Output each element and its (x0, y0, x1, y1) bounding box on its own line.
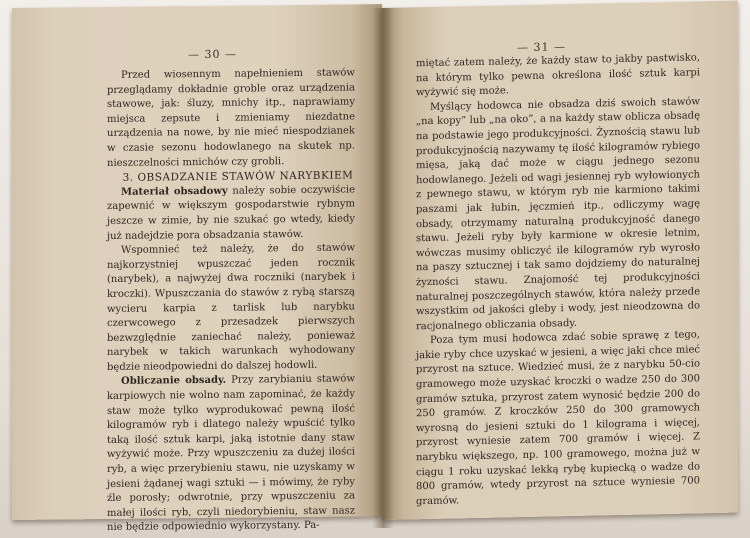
intro-paragraph: Przed wiosennym napełnieniem stawów przeglądamy dokładnie groble oraz urządzenia stawowe, jak: śluzy, mnichy itp., naprawiamy miejsca zepsute i zmieniamy niezdatne urządzenia na nowe, by nie mieć niespodzianek w czasie sezonu hodowlanego na skutek np. nieszczelności mnichów czy grobli. (107, 67, 355, 169)
material-text: należy sobie oczywiście zapewnić w większym gospodarstwie rybnym jeszcze w zimie, by nie szukać go wtedy, kiedy już nadejdzie pora obsadzania stawów. (107, 184, 355, 242)
left-page-text (107, 66, 355, 536)
right-page (382, 1, 738, 520)
left-page (12, 4, 382, 534)
material-term: Materiał obsadowy (121, 185, 228, 198)
calc-text: Przy zarybianiu stawów karpiowych nie wolno nam zapominać, że każdy staw może tylko wyprodukować pewną ilość kilogramów ryb i dlatego należy wpuścić tylko taką ilość sztuk karpi, jaką istotnie dany staw wyżywić może. Przy wpuszczeniu za dużej ilości ryb, a więc przerybieniu stawu, nie uzyskamy w jesieni żądanej wagi sztuki — i mówimy, że ryby źle porosły; odwrotnie, przy wpuszczeniu za małej ilości ryb, czyli niedorybieniu, staw nasz nie będzie odpowiednio wykorzystany. Pa- (107, 373, 356, 534)
section-heading: 3. OBSADZANIE STAWÓW NARYBKIEM (122, 169, 354, 184)
productivity-paragraph: Myślący hodowca nie obsadza dziś swoich stawów „na kopy” lub „na oko”, a na każdy staw oblicza obsadę na podstawie jego produkcyjności. Żyznością stawu lub produkcyjnością nazywamy tę ilość kilogramów rybiego mięsa, jaką dać może w ciągu jednego sezonu hodowlanego. Jeżeli od wagi jesiennej ryb wyłowionych z pewnego stawu, w którym ryb nie karmiono takimi paszami jak łubin, jęczmień itp., odliczymy wagę obsady, otrzymamy naturalną produkcyjność danego stawu. Jeżeli ryby były karmione w okresie letnim, wówczas musimy obliczyć ile kilogramów ryb wyrosło na paszy sztucznej i tak samo dojdziemy do naturalnej żyzności stawu. Znajomość tej produkcyjności naturalnej poszczególnych stawów, która należy przede wszystkim od jakości gleby i wody, jest nieodzowna do racjonalnego obliczania obsady. (416, 96, 700, 332)
right-page-text (416, 51, 700, 509)
open-book (12, 8, 738, 534)
calc-paragraph (107, 373, 355, 536)
growth-paragraph: Poza tym musi hodowca zdać sobie sprawę z tego, jakie ryby chce uzyskać w jesieni, a więc jaki chce mieć przyrost na sztuce. Wiedzieć musi, że z narybku 50-cio gramowego może uzyskać kroczki o wadze 250 do 300 gramów sztuka, przyrost zatem wynosić będzie 200 do 250 gramów. Z kroczków 250 do 300 gramowych wyrosną do jesieni sztuki do 1 kilograma i więcej, przyrost wyniesie zatem 700 gramów i więcej. Z narybku większego, np. 100 gramowego, można już w ciągu 1 roku uzyskać lekką rybę kupiecką o wadze do 800 gramów, wtedy przyrost na sztuce wyniesie 700 gramów. (416, 329, 700, 508)
page-number-right: — 31 — (517, 40, 566, 55)
material-paragraph (107, 183, 355, 244)
continuation-paragraph: miętać zatem należy, że każdy staw to jakby pastwisko, na którym tylko pewna określona ilość sztuk karpi wyżywić się może. (416, 52, 700, 99)
mention-paragraph: Wspomnieć też należy, że do stawów najkorzystniej wpuszczać jeden rocznik (narybek), a najwyżej dwa roczniki (narybek i kroczki). Wpuszczania do stawów z rybą starszą wycieru karpia z tarlisk lub narybku czerwcowego z przesadzek pierwszych bezwzględnie zaniechać należy, ponieważ narybek w takich warunkach wyhodowany będzie nieodpowiedni do dalszej hodowli. (107, 242, 355, 373)
calc-term: Obliczanie obsady. (121, 375, 227, 388)
page-number-left: — 30 — (188, 47, 237, 62)
